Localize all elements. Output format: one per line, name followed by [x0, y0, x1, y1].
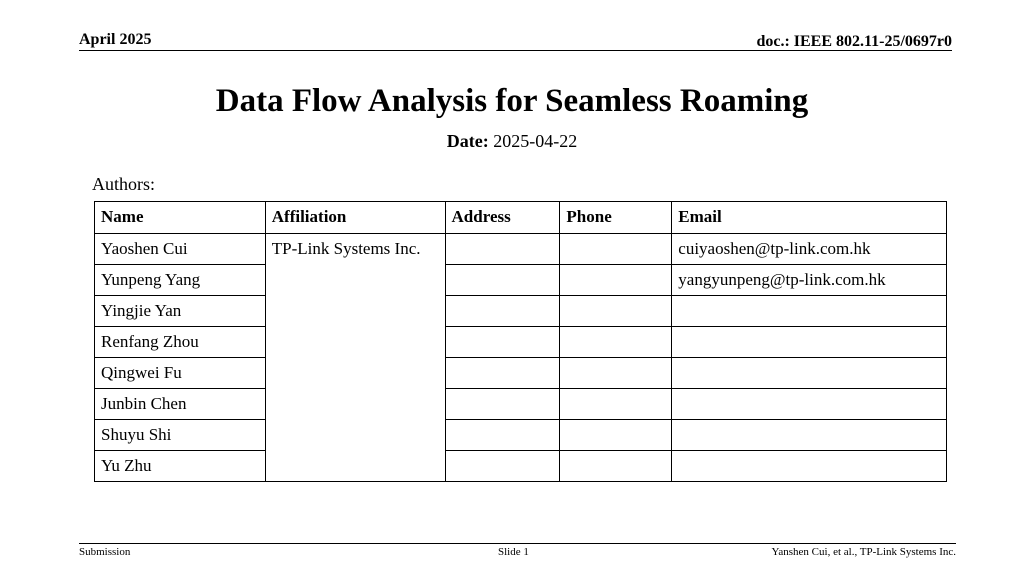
author-name: Yunpeng Yang: [95, 265, 266, 296]
author-phone: [560, 327, 672, 358]
authors-label: Authors:: [92, 174, 155, 194]
author-email: cuiyaoshen@tp-link.com.hk: [672, 234, 947, 265]
author-address: [445, 265, 560, 296]
author-name: Junbin Chen: [95, 389, 266, 420]
date-label: Date:: [446, 131, 489, 151]
author-address: [445, 234, 560, 265]
table-row: [95, 358, 947, 389]
author-email: [672, 389, 947, 420]
date-value: 2025-04-22: [493, 131, 578, 151]
author-address: [445, 451, 560, 482]
table-header-row: [95, 202, 947, 234]
header-date: April 2025: [79, 31, 152, 48]
author-name: Yaoshen Cui: [95, 234, 266, 265]
author-email: [672, 451, 947, 482]
column-header-phone: Phone: [560, 202, 672, 234]
footer-slide-number: Slide 1: [498, 546, 529, 558]
author-name: Yingjie Yan: [95, 296, 266, 327]
author-address: [445, 420, 560, 451]
slide-title: Data Flow Analysis for Seamless Roaming: [215, 83, 809, 119]
column-header-affiliation: Affiliation: [265, 202, 445, 234]
header-doc-id: doc.: IEEE 802.11-25/0697r0: [756, 33, 952, 50]
author-name: Qingwei Fu: [95, 358, 266, 389]
footer-author-credit: Yanshen Cui, et al., TP-Link Systems Inc.: [771, 546, 956, 558]
table-row: [95, 327, 947, 358]
footer-divider: [79, 543, 956, 544]
author-phone: [560, 358, 672, 389]
author-email: [672, 327, 947, 358]
date-line: [0, 131, 1024, 152]
author-affiliation: TP-Link Systems Inc.: [265, 234, 445, 482]
author-phone: [560, 296, 672, 327]
column-header-email: Email: [672, 202, 947, 234]
table-row: [95, 451, 947, 482]
table-row: [95, 296, 947, 327]
table-row: [95, 265, 947, 296]
author-phone: [560, 265, 672, 296]
author-phone: [560, 451, 672, 482]
footer-submission: Submission: [79, 546, 131, 558]
author-email: yangyunpeng@tp-link.com.hk: [672, 265, 947, 296]
table-row: [95, 234, 947, 265]
header-divider: [79, 50, 952, 51]
author-address: [445, 358, 560, 389]
author-phone: [560, 389, 672, 420]
author-address: [445, 296, 560, 327]
author-email: [672, 296, 947, 327]
author-name: Shuyu Shi: [95, 420, 266, 451]
author-address: [445, 389, 560, 420]
author-name: Renfang Zhou: [95, 327, 266, 358]
author-phone: [560, 420, 672, 451]
author-name: Yu Zhu: [95, 451, 266, 482]
authors-table: [94, 201, 947, 482]
author-email: [672, 420, 947, 451]
column-header-address: Address: [445, 202, 560, 234]
author-email: [672, 358, 947, 389]
column-header-name: Name: [95, 202, 266, 234]
author-address: [445, 327, 560, 358]
author-phone: [560, 234, 672, 265]
table-row: [95, 420, 947, 451]
table-row: [95, 389, 947, 420]
